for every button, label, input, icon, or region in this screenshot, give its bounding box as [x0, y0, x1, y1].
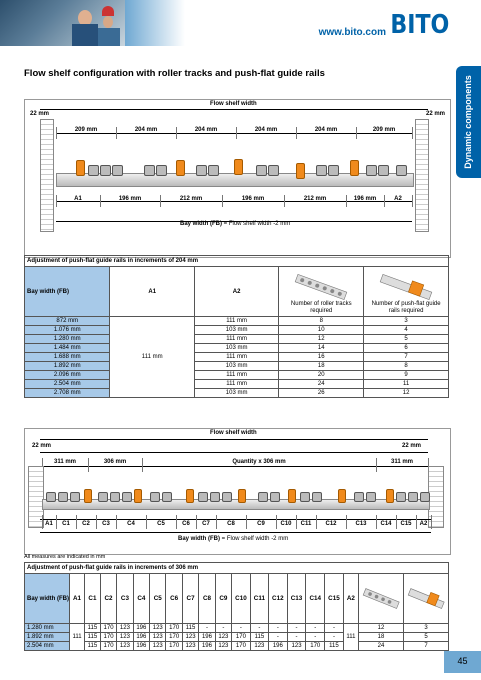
- table1-caption: Adjustment of push-flat guide rails in increments of 204 mm: [25, 256, 449, 267]
- push-flat-guide-rail: [176, 160, 185, 176]
- table2-header-cell: C10: [232, 574, 251, 624]
- roller-track: [270, 492, 280, 502]
- c-cell: -: [250, 624, 268, 633]
- table-row: [25, 353, 449, 362]
- measures-note: All measures are indicated in mm: [24, 554, 106, 560]
- guide-count-cell: 9: [364, 371, 449, 380]
- diagram1-top-dim: 209 mm: [372, 127, 396, 133]
- bay-width-cell: 1.280 mm: [25, 624, 70, 633]
- diagram2-top-dim: 311 mm: [53, 459, 77, 465]
- table2-header-cell: C15: [325, 574, 344, 624]
- roller-track: [88, 165, 99, 176]
- c-cell: 115: [85, 624, 101, 633]
- diagram2-top-dim: 311 mm: [390, 459, 414, 465]
- roller-count-cell: 16: [279, 353, 364, 362]
- table-row: [25, 317, 449, 326]
- table-306: [24, 562, 449, 651]
- table2-header-cell: C13: [287, 574, 306, 624]
- roller-track: [378, 165, 389, 176]
- diagram2-top-dim: Quantity x 306 mm: [232, 459, 286, 465]
- diagram2-bottom-dim: C11: [300, 521, 312, 527]
- roller-track: [366, 165, 377, 176]
- c-cell: 170: [166, 642, 182, 651]
- table2-header-cell: C14: [306, 574, 325, 624]
- table-row: [25, 362, 449, 371]
- a2-cell: 111 mm: [194, 317, 278, 326]
- table-row: [25, 624, 449, 633]
- c-cell: -: [268, 624, 287, 633]
- diagram2-bottom-dim: C13: [355, 521, 367, 527]
- c-cell: 170: [100, 624, 116, 633]
- brand-logo: BITO: [390, 10, 449, 40]
- page-title: Flow shelf configuration with roller tracks and push-flat guide rails: [24, 68, 325, 79]
- push-flat-rail-icon: [376, 273, 436, 301]
- roller-track: [156, 165, 167, 176]
- push-flat-guide-rail: [234, 159, 243, 175]
- guide-count-cell: 3: [364, 317, 449, 326]
- a1-cell: 111 mm: [110, 317, 194, 398]
- a2-cell: 103 mm: [194, 344, 278, 353]
- c-cell: 196: [133, 624, 149, 633]
- table2-header-cell: C9: [215, 574, 231, 624]
- c-cell: 196: [199, 633, 215, 642]
- diagram1-right-upright: [415, 119, 429, 232]
- roller-track: [112, 165, 123, 176]
- roller-track: [58, 492, 68, 502]
- c-cell: 170: [166, 633, 182, 642]
- table2-header-cell: C1: [85, 574, 101, 624]
- table-row: [25, 642, 449, 651]
- roller-track: [312, 492, 322, 502]
- roller-count-cell: 12: [279, 335, 364, 344]
- a2-cell: 111 mm: [194, 371, 278, 380]
- table-row: [25, 335, 449, 344]
- diagram2-bottom-dim: A1: [45, 521, 53, 527]
- a2-cell: 111 mm: [194, 335, 278, 344]
- c-cell: 170: [232, 642, 251, 651]
- diagram1-top-dim: 204 mm: [254, 127, 278, 133]
- c-cell: -: [306, 633, 325, 642]
- c-cell: -: [325, 633, 344, 642]
- diagram1-top-dim: 204 mm: [134, 127, 158, 133]
- roller-track: [150, 492, 160, 502]
- push-flat-guide-rail: [238, 489, 246, 503]
- push-flat-guide-rail: [134, 489, 142, 503]
- diagram1-bottom-dim: 196 mm: [241, 196, 265, 202]
- table1-header-guide: [364, 267, 449, 317]
- bay-width-cell: 1.484 mm: [25, 344, 110, 353]
- roller-track: [420, 492, 430, 502]
- section-tab[interactable]: [456, 66, 481, 178]
- c-cell: 170: [166, 624, 182, 633]
- roller-count-cell: 14: [279, 344, 364, 353]
- roller-count-cell: 8: [279, 317, 364, 326]
- a2-cell: 111: [343, 624, 358, 651]
- c-cell: 123: [287, 642, 306, 651]
- push-flat-guide-rail: [350, 160, 359, 176]
- page-number-badge: [444, 651, 481, 673]
- diagram1-top-dim: 204 mm: [194, 127, 218, 133]
- table-row: [25, 326, 449, 335]
- roller-track: [268, 165, 279, 176]
- diagram1-bottom-dim: 196 mm: [118, 196, 142, 202]
- bay-width-cell: 1.076 mm: [25, 326, 110, 335]
- c-cell: 196: [268, 642, 287, 651]
- c-cell: 115: [182, 624, 198, 633]
- roller-track: [208, 165, 219, 176]
- c-cell: 170: [100, 642, 116, 651]
- bay-width-cell: 2.708 mm: [25, 389, 110, 398]
- diagram2-bottom-dim: C9: [257, 521, 265, 527]
- c-cell: -: [232, 624, 251, 633]
- diagram2-bottom-dim: C7: [202, 521, 210, 527]
- bay-width-cell: 2.504 mm: [25, 642, 70, 651]
- guide-count-cell: 7: [404, 642, 449, 651]
- roller-count-cell: 10: [279, 326, 364, 335]
- roller-track: [354, 492, 364, 502]
- c-cell: 196: [133, 633, 149, 642]
- roller-count-cell: 18: [359, 633, 404, 642]
- roller-track: [408, 492, 418, 502]
- bay-width-cell: 872 mm: [25, 317, 110, 326]
- diagram2-bottom-dim: C8: [227, 521, 235, 527]
- c-cell: -: [268, 633, 287, 642]
- diagram1-bottom-dim: 212 mm: [179, 196, 203, 202]
- roller-track-icon: [291, 273, 351, 301]
- diagram2-bottom-dim: C12: [325, 521, 337, 527]
- table2-header-cell: C4: [133, 574, 149, 624]
- push-flat-guide-rail: [386, 489, 394, 503]
- page-number: 45: [457, 656, 468, 666]
- diagram2-shelf-width: Flow shelf width: [210, 430, 257, 436]
- c-cell: 170: [100, 633, 116, 642]
- diagram1-bottom-dim: A1: [74, 196, 82, 202]
- diagram2-bottom-dim: C14: [380, 521, 392, 527]
- table2-header-cell: C8: [199, 574, 215, 624]
- push-flat-guide-rail: [288, 489, 296, 503]
- table2-header-cell: C11: [250, 574, 268, 624]
- table1-header-a1: A1: [110, 267, 194, 317]
- roller-track: [256, 165, 267, 176]
- c-cell: 123: [117, 633, 133, 642]
- table-row: [25, 344, 449, 353]
- diagram2-bottom-dim: C5: [157, 521, 165, 527]
- table2-header-cell: C12: [268, 574, 287, 624]
- guide-count-cell: 3: [404, 624, 449, 633]
- c-cell: 196: [133, 642, 149, 651]
- c-cell: -: [325, 624, 344, 633]
- table-204: [24, 255, 449, 398]
- diagram2-bottom-dim: C15: [400, 521, 412, 527]
- c-cell: 123: [117, 624, 133, 633]
- roller-track: [300, 492, 310, 502]
- a1-cell: 111: [70, 624, 85, 651]
- diagram1-left-upright: [40, 119, 54, 232]
- diagram1-top-dim: 204 mm: [314, 127, 338, 133]
- diagram1-edge-right: 22 mm: [426, 111, 446, 117]
- c-cell: -: [306, 624, 325, 633]
- bay-width-cell: 1.280 mm: [25, 335, 110, 344]
- bay-width-cell: 1.688 mm: [25, 353, 110, 362]
- a2-cell: 103 mm: [194, 389, 278, 398]
- diagram2-edge-left: 22 mm: [32, 443, 52, 449]
- table2-header-cell: C5: [150, 574, 166, 624]
- diagram2-edge-right: 22 mm: [402, 443, 422, 449]
- c-cell: -: [215, 624, 231, 633]
- diagram2-bottom-dim: C3: [102, 521, 110, 527]
- diagram1-edge-left: 22 mm: [30, 111, 50, 117]
- c-cell: 123: [150, 633, 166, 642]
- c-cell: 115: [85, 642, 101, 651]
- roller-count-cell: 24: [359, 642, 404, 651]
- roller-track: [258, 492, 268, 502]
- push-flat-rail-icon: [406, 584, 446, 614]
- roller-track: [110, 492, 120, 502]
- diagram2-bottom-dim: C10: [280, 521, 292, 527]
- c-cell: 115: [85, 633, 101, 642]
- push-flat-guide-rail: [338, 489, 346, 503]
- a2-cell: 111 mm: [194, 353, 278, 362]
- roller-count-cell: 20: [279, 371, 364, 380]
- roller-track: [144, 165, 155, 176]
- diagram2-top-dim: 306 mm: [103, 459, 127, 465]
- table1-header-roller: [279, 267, 364, 317]
- diagram1-top-dim: 209 mm: [74, 127, 98, 133]
- push-flat-guide-rail: [84, 489, 92, 503]
- a2-cell: 103 mm: [194, 362, 278, 371]
- c-cell: 196: [199, 642, 215, 651]
- diagram2-bottom-dim: A2: [419, 521, 428, 527]
- bay-width-cell: 1.892 mm: [25, 362, 110, 371]
- c-cell: 123: [150, 642, 166, 651]
- diagram2-bottom-dim: C4: [127, 521, 135, 527]
- c-cell: 170: [232, 633, 251, 642]
- guide-count-cell: 12: [364, 389, 449, 398]
- roller-track: [210, 492, 220, 502]
- guide-count-cell: 4: [364, 326, 449, 335]
- roller-track: [396, 165, 407, 176]
- c-cell: 123: [150, 624, 166, 633]
- push-flat-guide-rail: [296, 163, 305, 179]
- diagram1-bottom-dim: 212 mm: [303, 196, 327, 202]
- roller-track: [396, 492, 406, 502]
- bay-width-cell: 1.892 mm: [25, 633, 70, 642]
- guide-count-cell: 5: [404, 633, 449, 642]
- table2-header-bay: Bay width (FB): [25, 574, 70, 624]
- roller-track: [122, 492, 132, 502]
- table2-header-roller: [359, 574, 404, 624]
- c-cell: 123: [250, 642, 268, 651]
- roller-count-cell: 18: [279, 362, 364, 371]
- roller-track: [98, 492, 108, 502]
- table2-header-guide: [404, 574, 449, 624]
- c-cell: 123: [117, 642, 133, 651]
- roller-track: [316, 165, 327, 176]
- push-flat-guide-rail: [186, 489, 194, 503]
- push-flat-guide-rail: [76, 160, 85, 176]
- header-photo: [0, 0, 125, 46]
- table2-header-cell: C6: [166, 574, 182, 624]
- table2-header-cell: A1: [70, 574, 85, 624]
- table-row: [25, 371, 449, 380]
- roller-track: [70, 492, 80, 502]
- roller-count-cell: 24: [279, 380, 364, 389]
- bay-width-cell: 2.096 mm: [25, 371, 110, 380]
- guide-count-cell: 11: [364, 380, 449, 389]
- guide-count-cell: 7: [364, 353, 449, 362]
- roller-track: [162, 492, 172, 502]
- roller-track: [198, 492, 208, 502]
- guide-count-cell: 5: [364, 335, 449, 344]
- c-cell: -: [287, 633, 306, 642]
- table2-header-cell: C2: [100, 574, 116, 624]
- roller-track-icon: [361, 584, 401, 614]
- roller-track: [366, 492, 376, 502]
- roller-track: [196, 165, 207, 176]
- roller-track: [222, 492, 232, 502]
- table2-caption: Adjustment of push-flat guide rails in increments of 306 mm: [25, 563, 449, 574]
- roller-count-cell: 26: [279, 389, 364, 398]
- a2-cell: 111 mm: [194, 380, 278, 389]
- diagram2-bottom-dim: C6: [182, 521, 190, 527]
- table1-roller-label: Number of roller tracks required: [290, 301, 352, 314]
- diagram2-bottom-dim: C2: [82, 521, 90, 527]
- table1-header-bay: Bay width (FB): [25, 267, 110, 317]
- guide-count-cell: 6: [364, 344, 449, 353]
- c-cell: 123: [182, 633, 198, 642]
- diagram1-bottom-dim: 196 mm: [353, 196, 377, 202]
- roller-track: [328, 165, 339, 176]
- c-cell: 115: [250, 633, 268, 642]
- c-cell: 170: [306, 642, 325, 651]
- diagram2-bottom-dim: C1: [62, 521, 70, 527]
- table-row: [25, 380, 449, 389]
- c-cell: -: [287, 624, 306, 633]
- c-cell: 123: [215, 642, 231, 651]
- table1-guide-label: Number of push-flat guide rails required: [371, 301, 441, 314]
- c-cell: 115: [325, 642, 344, 651]
- diagram1-shelf-width: Flow shelf width: [210, 101, 257, 107]
- table-row: [25, 389, 449, 398]
- roller-track: [100, 165, 111, 176]
- a2-cell: 103 mm: [194, 326, 278, 335]
- bay-width-cell: 2.504 mm: [25, 380, 110, 389]
- guide-count-cell: 8: [364, 362, 449, 371]
- c-cell: 123: [182, 642, 198, 651]
- roller-count-cell: 12: [359, 624, 404, 633]
- diagram1-bottom-dim: A2: [394, 196, 402, 202]
- table2-header-cell: A2: [343, 574, 358, 624]
- website-link[interactable]: www.bito.com: [318, 27, 386, 38]
- c-cell: -: [199, 624, 215, 633]
- roller-track: [46, 492, 56, 502]
- table1-header-a2: A2: [194, 267, 278, 317]
- table2-header-cell: C7: [182, 574, 198, 624]
- diagram2-bay-width: Bay width (FB) = Flow shelf width -2 mm: [178, 536, 289, 542]
- section-tab-label: Dynamic components: [463, 75, 473, 169]
- diagram1-bay-width: Bay width (FB) = Flow shelf width -2 mm: [180, 221, 291, 227]
- table-row: [25, 633, 449, 642]
- c-cell: 123: [215, 633, 231, 642]
- table2-header-cell: C3: [117, 574, 133, 624]
